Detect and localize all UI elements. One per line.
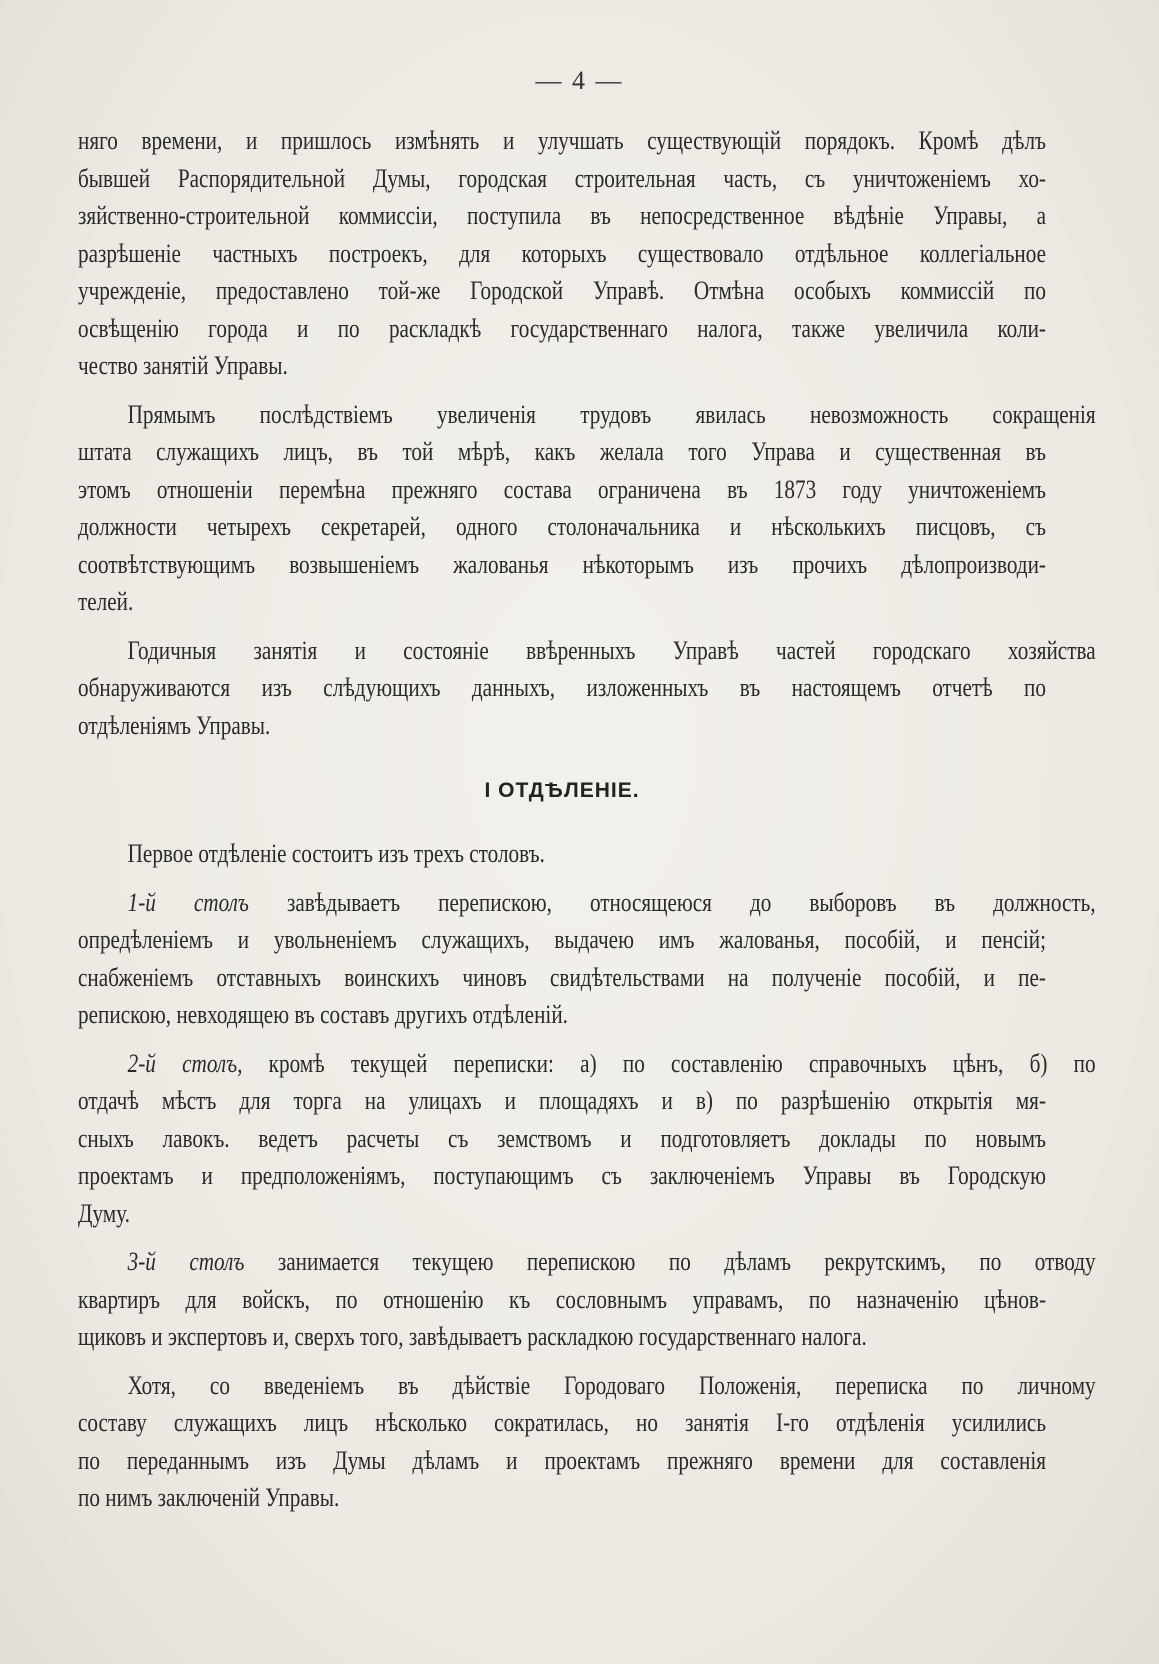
text-line: репискою, невходящею въ составъ другихъ отдѣленій. [78,999,568,1029]
text-line: по нимъ заключеній Управы. [78,1482,340,1512]
text-line: Прямымъ послѣдствіемъ увеличенія трудовъ явилась невозможность сокращенія [127,398,1096,429]
page-number: — 4 — [535,66,624,95]
paragraph-8 [78,1367,1096,1517]
text-line: зяйственно-строительной коммиссіи, поступила въ непосредственное вѣдѣніе Управы, а [78,200,1046,230]
text-fragment: занимается текущею перепискою по дѣламъ рекрутскимъ, по отводу [244,1246,1096,1276]
paragraph-4 [78,835,1046,873]
text-line: разрѣшеніе частныхъ построекъ, для которыхъ существовало отдѣльное коллегіальное [78,237,1046,268]
text-line [78,884,1096,922]
paragraph-table-1 [78,884,1096,1034]
text-line: опредѣленіемъ и увольненіемъ служащихъ, выдачею имъ жалованья, пособій, и пенсій; [78,924,1046,954]
text-line: этомъ отношеніи перемѣна прежняго состава ограничена въ 1873 году уничтоженіемъ [78,473,1046,504]
text-line [78,1243,1096,1281]
text-line: няго времени, и пришлось измѣнять и улучшать существующій порядокъ. Кромѣ дѣлъ [78,125,1046,155]
section-heading: I ОТДѢЛЕНІЕ. [484,779,640,802]
text-line: бывшей Распорядительной Думы, городская строительная часть, съ уничтоженіемъ хо- [78,162,1046,193]
paragraph-table-3 [78,1243,1096,1356]
paragraph-3 [78,632,1096,745]
text-line: Первое отдѣленіе состоитъ изъ трехъ столовъ. [127,838,545,868]
text-line: щиковъ и экспертовъ и, сверхъ того, завѣдываетъ раскладкою государственнаго налога. [78,1321,867,1351]
text-fragment: завѣдываетъ перепискою, относящеюся до выборовъ въ должность, [248,886,1096,917]
text-line: сныхъ лавокъ. ведетъ расчеты съ земствомъ и подготовляетъ доклады по новымъ [78,1122,1046,1153]
text-line: освѣщенію города и по раскладкѣ государственнаго налога, также увеличила коли- [78,312,1046,343]
text-column [78,122,1096,1517]
text-line: по переданнымъ изъ Думы дѣламъ и проектамъ прежняго времени для составленія [78,1444,1046,1475]
text-line: проектамъ и предположеніямъ, поступающимъ съ заключеніемъ Управы въ Городскую [78,1160,1046,1190]
table-3-label: 3-й столъ [127,1246,245,1276]
text-line: отдачѣ мѣстъ для торга на улицахъ и площадяхъ и в) по разрѣшенію открытія мя- [78,1085,1046,1115]
table-1-label: 1-й столъ [127,886,249,917]
text-line: Годичныя занятія и состояніе ввѣренныхъ Управѣ частей городскаго хозяйства [127,634,1096,665]
text-line: Думу. [78,1197,130,1228]
text-line: соотвѣтствующимъ возвышеніемъ жалованья нѣкоторымъ изъ прочихъ дѣлопроизводи- [78,548,1046,579]
text-line: чество занятій Управы. [78,350,288,380]
text-line: составу служащихъ лицъ нѣсколько сократилась, но занятія I-го отдѣленія усилились [78,1407,1046,1437]
text-fragment: кромѣ текущей переписки: а) по составленію справочныхъ цѣнъ, б) по [242,1047,1096,1078]
text-line: штата служащихъ лицъ, въ той мѣрѣ, какъ желала того Управа и существенная въ [78,436,1046,466]
text-line: телей. [78,586,134,616]
paragraph-table-2 [78,1045,1096,1233]
table-2-label: 2-й столъ, [127,1047,243,1078]
text-line: должности четырехъ секретарей, одного столоначальника и нѣсколькихъ писцовъ, съ [78,511,1046,541]
text-line: учрежденіе, предоставлено той-же Городской Управѣ. Отмѣна особыхъ коммиссій по [78,275,1046,305]
paragraph-1 [78,122,1046,385]
text-line [78,1045,1096,1083]
text-line: квартиръ для войскъ, по отношенію къ сословнымъ управамъ, по назначенію цѣнов- [78,1283,1046,1314]
paragraph-2 [78,396,1096,621]
text-line: снабженіемъ отставныхъ воинскихъ чиновъ свидѣтельствами на полученіе пособій, и пе- [78,961,1046,992]
text-line: отдѣленіямъ Управы. [78,709,271,740]
text-line: обнаруживаются изъ слѣдующихъ данныхъ, изложенныхъ въ настоящемъ отчетѣ по [78,672,1046,702]
text-line: Хотя, со введеніемъ въ дѣйствіе Городоваго Положенія, переписка по личному [127,1369,1096,1400]
